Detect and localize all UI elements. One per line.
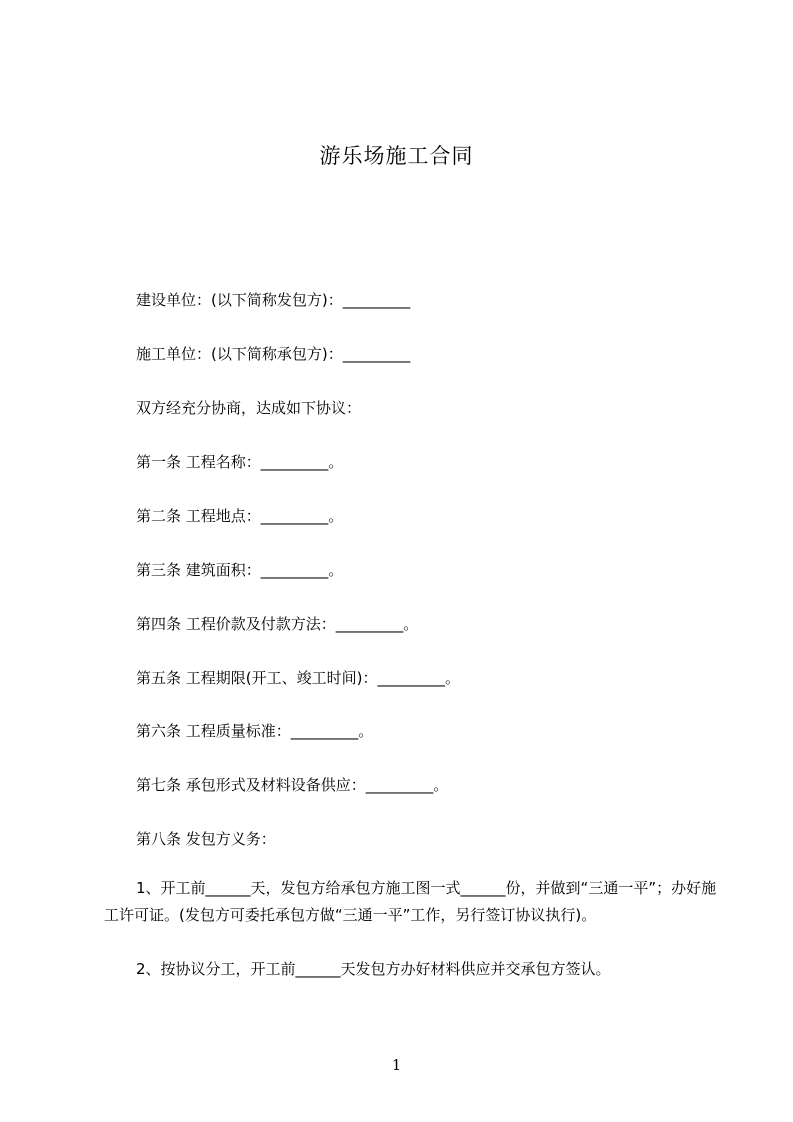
article-3: 第三条 建筑面积：_________。 — [136, 561, 344, 579]
page-number: 1 — [391, 1056, 402, 1074]
party-a-line: 建设单位：(以下简称发包方)：_________ — [136, 291, 411, 309]
clause-2-paragraph — [104, 956, 722, 983]
article-4: 第四条 工程价款及付款方法：_________。 — [136, 615, 419, 633]
article-1: 第一条 工程名称：_________。 — [136, 453, 344, 471]
agreement-intro: 双方经充分协商，达成如下协议： — [136, 399, 362, 417]
document-title: 游乐场施工合同 — [319, 144, 474, 168]
clause-2-text: 2、按协议分工，开工前______天发包方办好材料供应并交承包方签认。 — [136, 960, 611, 978]
article-5: 第五条 工程期限(开工、竣工时间)：_________。 — [136, 669, 460, 687]
article-7: 第七条 承包形式及材料设备供应：_________。 — [136, 776, 449, 794]
article-2: 第二条 工程地点：_________。 — [136, 507, 344, 525]
article-8: 第八条 发包方义务： — [136, 830, 276, 848]
clause-1-text: 1、开工前______天，发包方给承包方施工图一式______份，并做到“三通一平”；办好施工许可证。(发包方可委托承包方做“三通一平”工作，另行签订协议执行)。 — [104, 879, 717, 924]
party-b-line: 施工单位：(以下简称承包方)：_________ — [136, 345, 411, 363]
clause-1-paragraph — [104, 875, 722, 929]
article-6: 第六条 工程质量标准：_________。 — [136, 722, 374, 740]
